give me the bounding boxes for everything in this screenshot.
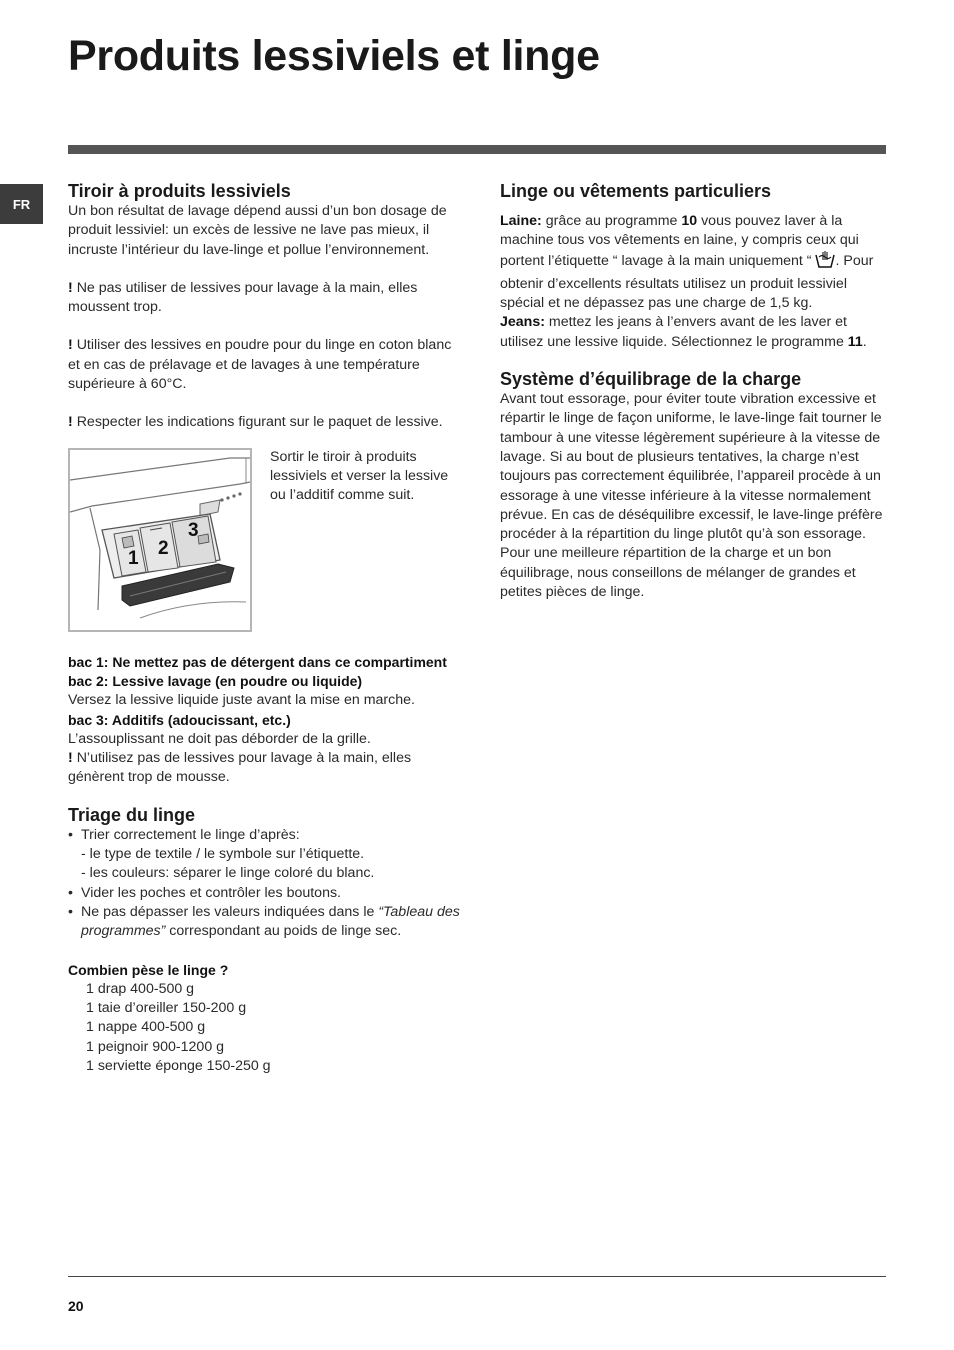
compartments-list	[68, 653, 460, 788]
page-title: Produits lessiviels et linge	[68, 32, 600, 80]
drawer-heading: Tiroir à produits lessiviels	[68, 181, 291, 201]
bac-1-title: bac 1: Ne mettez pas de détergent dans ce compartiment	[68, 653, 447, 670]
language-tab: FR	[0, 184, 43, 224]
program-table-reference: “Tableau des programmes”	[81, 903, 460, 940]
weights-title: Combien pèse le linge ?	[68, 961, 229, 978]
hand-wash-icon	[815, 251, 835, 275]
special-items-heading: Linge ou vêtements particuliers	[500, 181, 772, 201]
list-item: • Ne pas dépasser les valeurs indiquées dans le “Tableau des programmes” correspondant au poids de linge sec.	[68, 903, 460, 942]
list-item: • Trier correctement le linge d’après: - le type de textile / le symbole sur l’étiquette. - les couleurs: séparer le linge coloré du blanc.	[68, 826, 460, 884]
sorting-heading: Triage du linge	[68, 804, 196, 825]
exclamation-mark: !	[68, 279, 73, 296]
bac-warning: ! N’utilisez pas de lessives pour lavage à la main, elles génèrent trop de mousse.	[68, 750, 412, 786]
bac-2-text: Versez la lessive liquide juste avant la mise en marche.	[68, 692, 415, 709]
wool-paragraph: Laine: grâce au programme 10 vous pouvez laver à la machine tous vos vêtements en laine, y compris ceux qui portent l’étiquette “ lavage à la main uniquement “ . Pour obtenir d’excellents résultats utilisez un produit lessiviel spécial et ne dépassez pas une charge de 1,5 kg.	[500, 213, 874, 312]
weights-list	[68, 980, 460, 1076]
bac-2-title: bac 2: Lessive lavage (en poudre ou liquide)	[68, 672, 363, 689]
bac-3-title: bac 3: Additifs (adoucissant, etc.)	[68, 711, 291, 728]
list-item: 1 nappe 400-500 g	[86, 1019, 206, 1036]
footer-divider	[68, 1276, 886, 1277]
list-item: 1 serviette éponge 150-250 g	[86, 1058, 271, 1075]
list-item: 1 drap 400-500 g	[86, 980, 195, 997]
compartment-1-label: 1	[128, 547, 139, 569]
list-item: • Vider les poches et contrôler les boutons.	[68, 884, 460, 903]
compartment-3-label: 3	[188, 519, 199, 541]
balance-text: Avant tout essorage, pour éviter toute vibration excessive et répartir le linge de façon uniforme, le lave-linge fait tourner le tambour à une vitesse légèrement supérieure à la vitesse de lavage. Si au bout de plusieurs tentatives, la charge n’est toujours pas correctement équilibrée, l’appareil procède à un essorage à une vitesse inférieure à la vitesse normalement prévue. En cas de déséquilibre excessif, le lave-linge préfère procéder à la répartition du linge plutôt qu’à son essorage. Pour une meilleure répartition de la charge et un bon équilibrage, nous conseillons de mélanger de grandes et petites pièces de linge.	[500, 391, 883, 601]
figure-caption: Sortir le tiroir à produits lessiviels et verser la lessive ou l’additif comme suit.	[270, 448, 449, 504]
drawer-intro: Un bon résultat de lavage dépend aussi d’un bon dosage de produit lessiviel: un excès de lessive ne lave pas mieux, il incruste l’intérieur du lave-linge et pollue l’environnement.	[68, 203, 447, 258]
detergent-drawer-illustration	[68, 448, 252, 632]
list-item: 1 taie d’oreiller 150-200 g	[86, 1000, 247, 1017]
balance-heading: Système d’équilibrage de la charge	[500, 369, 802, 390]
drawer-warning-3: ! Respecter les indications figurant sur le paquet de lessive.	[68, 414, 443, 431]
exclamation-mark: !	[68, 414, 73, 431]
sub-item: - le type de textile / le symbole sur l’étiquette.	[81, 846, 365, 863]
sorting-list	[68, 826, 460, 942]
page-number: 20	[68, 1298, 84, 1314]
left-column	[68, 181, 460, 1076]
drawer-warning-1: ! Ne pas utiliser de lessives pour lavage à la main, elles moussent trop.	[68, 279, 418, 316]
exclamation-mark: !	[68, 337, 73, 354]
compartment-2-label: 2	[158, 537, 169, 559]
jeans-paragraph: Jeans: mettez les jeans à l’envers avant de les laver et utilisez une lessive liquide. Sélectionnez le programme 11.	[500, 314, 867, 350]
drawer-warning-2: ! Utiliser des lessives en poudre pour du linge en coton blanc et en cas de prélavage et de lavages à une température supérieure à 60°C.	[68, 337, 452, 393]
right-column	[500, 181, 886, 602]
exclamation-mark: !	[68, 750, 73, 767]
sub-item: - les couleurs: séparer le linge coloré du blanc.	[81, 865, 375, 882]
title-divider	[68, 145, 886, 154]
list-item: 1 peignoir 900-1200 g	[86, 1038, 225, 1055]
bac-3-text: L’assouplissant ne doit pas déborder de la grille.	[68, 730, 371, 747]
